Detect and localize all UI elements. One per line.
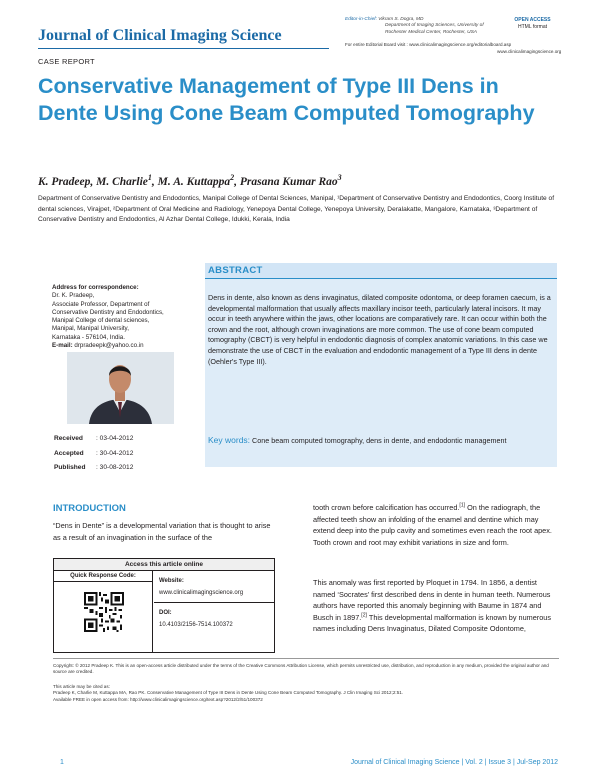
open-access-info: [505, 17, 560, 30]
doi-label: DOI:: [159, 610, 172, 616]
editor-center: Rochester Medical Center, Rochester, USA: [385, 29, 477, 35]
author-photo: [67, 352, 174, 424]
citation-ref[interactable]: [2]: [361, 612, 367, 619]
access-meta: [154, 571, 274, 634]
editor-info: [345, 17, 484, 36]
date-row: [54, 448, 133, 461]
body-paragraph: [313, 577, 559, 635]
email-label: E-mail:: [52, 342, 73, 350]
footer-rule: [53, 658, 559, 659]
access-heading: Access this article online: [54, 559, 274, 571]
author-portrait-icon: [67, 352, 174, 424]
qr-label: Quick Response Code:: [54, 571, 152, 582]
journal-title: Journal of Clinical Imaging Science: [38, 27, 282, 44]
keywords: [208, 435, 554, 447]
editor-dept: Department of Imaging Sciences, University of: [385, 23, 484, 29]
cite-text: Pradeep K, Charlie M, Kuttappa MA, Rao PK. Conservative Management of Type III Dens in Dente Using Cone Beam Computed Tomography. J Clin Imaging Sci 2012;2:51.: [53, 690, 404, 696]
authors-part3: , Prasana Kumar Rao: [234, 176, 338, 188]
email-address[interactable]: drpradeepk@yahoo.co.in: [74, 342, 144, 350]
correspondence-line: Dr. K. Pradeep,: [52, 292, 95, 300]
website-label: Website:: [159, 578, 184, 584]
abstract-text: Dens in dente, also known as dens invaginatus, dilated composite odontoma, or deep foramen caecum, is a developmental malformation that usually affects maxillary incisor teeth, particularly lateral incisors. It may occur in teeth anywhere within the jaws, other locations are comparatively rare. It can occur within both the crown and the root, although crown invaginations are more common. The use of cone beam computed tomography (CBCT) is very helpful in endodontic diagnosis of complex anatomic variations. In this case we demonstrate the use of CBCT in the evaluation and endodontic management of a Type III dens in dente (Oehler's Type III).: [208, 293, 551, 366]
introduction-paragraph: “Dens in Dente” is a developmental variation that is thought to arise as a result of an invagination in the surface of the: [53, 521, 271, 542]
correspondence-line: Manipal College of dental sciences,: [52, 317, 150, 325]
body-paragraph: [313, 502, 559, 548]
para-text: This developmental malformation is known by numerous names including Dens Invaginatus, Dilated Composite Odontome,: [313, 612, 551, 634]
date-label: Received: [54, 435, 83, 442]
correspondence-line: Associate Professor, Department of: [52, 300, 150, 308]
editorial-board-link[interactable]: For entire Editorial Board visit : www.clinicalimagingscience.org/editorialboard.asp: [345, 42, 512, 47]
correspondence-block: [52, 284, 197, 350]
journal-website[interactable]: www.clinicalimagingscience.org: [497, 49, 562, 54]
website-cell: [154, 571, 274, 603]
para-text: On the radiograph, the affected teeth show an infolding of the enamel and dentine which may extend deep into the pulp cavity and sometimes even reach the root apex. Tooth crown and root may exhibit variations in size and form.: [313, 503, 552, 547]
date-row: [54, 462, 133, 475]
keywords-label: Key words:: [208, 435, 251, 445]
website-link[interactable]: www.clinicalimagingscience.org: [159, 590, 244, 596]
author-sup-3: 3: [337, 173, 342, 183]
date-value: : 30-08-2012: [96, 464, 134, 471]
author-list: [38, 173, 342, 188]
date-label: Published: [54, 464, 86, 471]
article-type: CASE REPORT: [38, 57, 95, 66]
affiliations: Department of Conservative Dentistry and Endodontics, Manipal College of Dental Sciences, Manipal, ¹Department of Conservative Dentistry and Endodontics, Coorg Institute of dental sciences, Virajpet, ²Department of Oral Medicine and Radiology, Yenepoya Dental College, Yenepoya University, Deralakatte, Mangalore, Karnataka, ³Department of Conservative Dentistry and Endodontics, Al Azhar Dental College, Idukki, Kerala, India: [38, 195, 555, 223]
authors-part1: K. Pradeep, M. Charlie: [38, 176, 148, 188]
doi-value[interactable]: 10.4103/2156-7514.100372: [159, 622, 233, 628]
date-value: : 03-04-2012: [96, 435, 134, 442]
date-value: : 30-04-2012: [96, 449, 134, 457]
access-online-box: [53, 558, 275, 653]
date-label: Accepted: [54, 449, 84, 457]
publication-dates: [52, 431, 135, 477]
article-title: Conservative Management of Type III Dens in Dente Using Cone Beam Computed Tomography: [38, 74, 535, 125]
correspondence-line: Manipal, Manipal University,: [52, 325, 129, 333]
editor-label: Editor-in-Chief:: [345, 17, 377, 22]
correspondence-heading: Address for correspondence:: [52, 284, 139, 291]
qr-section: [54, 571, 153, 652]
open-access-label: OPEN ACCESS: [514, 17, 551, 23]
available-link[interactable]: Available FREE in open access from: http://www.clinicalimagingscience.org/text.asp?2012/2/51/100372: [53, 696, 263, 702]
html-format-label: HTML format: [518, 23, 547, 30]
page-number: 1: [60, 759, 64, 766]
correspondence-line: Karnataka - 576104, India.: [52, 333, 125, 341]
authors-part2: , M. A. Kuttappa: [151, 176, 231, 188]
footer-journal-issue: Journal of Clinical Imaging Science | Vol. 2 | Issue 3 | Jul-Sep 2012: [350, 759, 558, 766]
abstract-box: [205, 263, 557, 467]
copyright-notice: Copyright: © 2012 Pradeep K. This is an open-access article distributed under the terms of the Creative Commons Attribution License, which permits unrestricted use, distribution, and reproduction in any medium, provided the original author and source are credited.: [53, 663, 549, 675]
abstract-heading: ABSTRACT: [205, 263, 557, 279]
header-rule: [38, 48, 329, 49]
correspondence-line: Conservative Dentistry and Endodontics,: [52, 308, 164, 316]
cite-label: This article may be cited as:: [53, 684, 110, 689]
author-sup-1: 1: [147, 173, 152, 183]
citation-block: [53, 684, 559, 703]
para-text: tooth crown before calcification has occurred.: [313, 503, 460, 512]
qr-code-icon[interactable]: [84, 592, 124, 632]
citation-ref[interactable]: [1]: [459, 502, 466, 509]
author-sup-2: 2: [230, 173, 235, 183]
para-text: This anomaly was first reported by Ploquet in 1794. In 1856, a dentist named ‘Socrates’ first described dens in dente in human teeth. Numerous authors have reported this anomaly beginning with Baume in 1874 and Busch in 1897.: [313, 578, 551, 622]
editor-name: Vikram S. Dogra, MD: [378, 17, 424, 22]
date-row: [54, 433, 133, 446]
doi-cell: [154, 603, 274, 634]
introduction-heading: INTRODUCTION: [53, 503, 126, 514]
keywords-text: Cone beam computed tomography, dens in dente, and endodontic management: [252, 436, 507, 445]
